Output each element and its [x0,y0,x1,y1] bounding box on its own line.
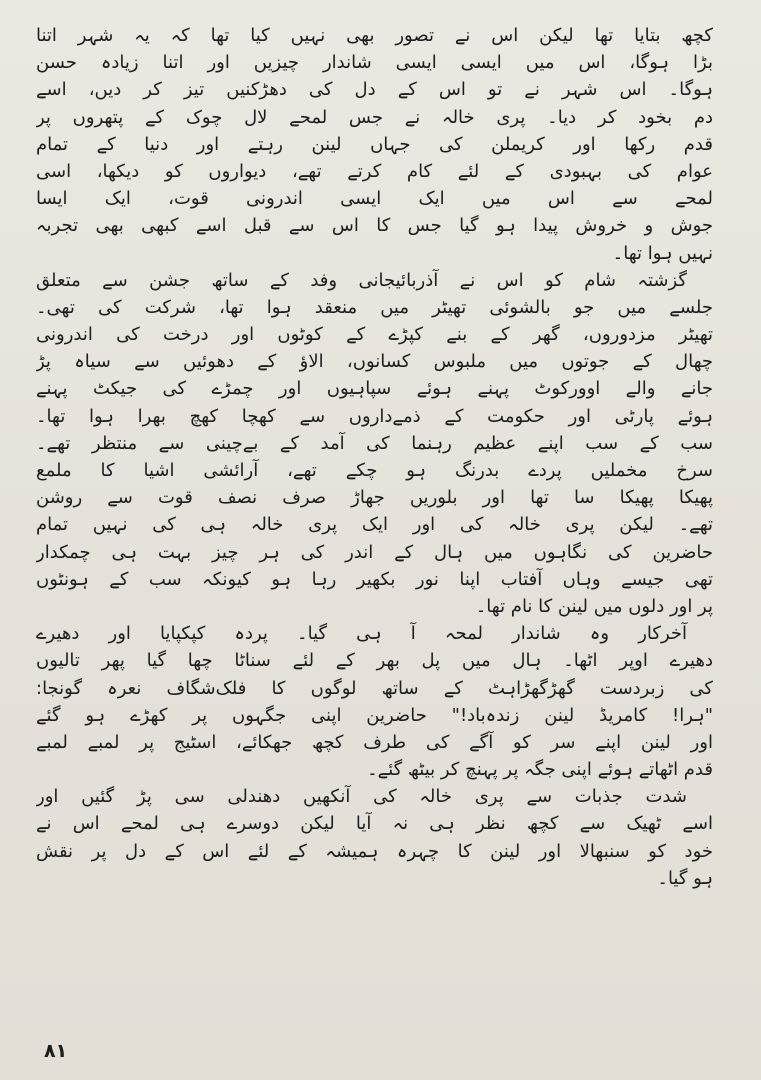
text-line: شدت جذبات سے پری خالہ کی آنکھیں دھندلی سی پڑ گئیں اور [36,786,687,808]
text-line: ہو گیا۔ [657,867,713,889]
text-line: قدم رکھا اور کریملن کی جہاں لینن رہتے اور دنیا کے تمام [36,133,713,155]
body-text [36,22,713,892]
text-line: تھے۔ لیکن پری خالہ کی اور ایک پری خالہ ہی کی نہیں تمام [36,514,713,536]
text-line: دھیرے اوپر اٹھا۔ ہال میں پل بھر کے لئے سناٹا چھا گیا پھر تالیوں [36,650,713,672]
text-line: لمحے سے اس میں ایک ایسی اندرونی قوت، ایک ایسا [36,188,713,210]
text-line: "ہرا! کامریڈ لینن زندہ‌باد!" حاضرین اپنی جگہوں پر کھڑے ہو گئے [36,704,713,726]
paragraph-1 [36,22,713,267]
text-line: حاضرین کی نگاہوں میں ہال کے اندر کی ہر چیز بہت ہی چمکدار [36,541,713,563]
text-line: اسے ٹھیک سے کچھ نظر ہی نہ آیا لیکن دوسرے ہی لمحے اس نے [36,813,713,835]
text-line: جوش و خروش پیدا ہو گیا جس کا اس سے قبل اسے کبھی بھی تجربہ [36,215,713,237]
page-number: ٨١ [44,1040,68,1062]
paragraph-4 [36,783,713,892]
text-line: جلسے میں جو بالشوئی تھیٹر میں منعقد ہوا تھا، شرکت کی تھی۔ [36,296,713,318]
text-line: اور لینن اپنے سر کو آگے کی طرف کچھ جھکائے، اسٹیج پر لمبے لمبے [36,731,713,753]
text-line: جانے والے اوورکوٹ پہنے ہوئے سپاہیوں اور چمڑے کی جیکٹ پہنے [36,378,713,400]
text-line: چھال کے جوتوں میں ملبوس کسانوں، الاؤ کے دھوئیں سے سیاہ پڑ [36,351,713,373]
text-line: کی زبردست گھڑگھڑاہٹ کے ساتھ لوگوں کا فلک‌شگاف نعرہ گونجا: [36,677,713,699]
text-line: کچھ بتایا تھا لیکن اس نے تصور بھی نہیں کیا تھا کہ یہ شہر اتنا [36,25,713,46]
text-line: بڑا ہوگا، اس میں ایسی ایسی شاندار چیزیں اور اتنا زیادہ حسن [36,52,713,74]
text-line: ہوئے پارٹی اور حکومت کے ذمےداروں سے کھچا کھچ بھرا ہوا تھا۔ [36,405,713,427]
paragraph-2 [36,267,713,620]
text-line: تھی جیسے وہاں آفتاب اپنا نور بکھیر رہا ہو کیونکہ سب کے ہونٹوں [36,568,713,590]
text-line: آخرکار وہ شاندار لمحہ آ ہی گیا۔ پردہ کپکپایا اور دھیرے [36,623,687,645]
text-line: پر اور دلوں میں لینن کا نام تھا۔ [475,595,713,617]
text-line: سب کے سب اپنے عظیم رہنما کی آمد کے بےچینی سے منتظر تھے۔ [36,432,713,454]
text-line: گزشتہ شام کو اس نے آذربائیجانی وفد کے ساتھ جشن سے متعلق [36,269,687,291]
text-line: نہیں ہوا تھا۔ [612,242,713,264]
text-line: پھیکا پھیکا سا تھا اور بلوریں جھاڑ صرف نصف قوت سے روشن [36,487,713,509]
text-line: قدم اٹھاتے ہوئے اپنی جگہ پر پہنچ کر بیٹھ گئے۔ [367,759,713,781]
text-line: خود کو سنبھالا اور لینن کا چہرہ ہمیشہ کے لئے اس کے دل پر نقش [36,840,713,862]
text-line: دم بخود کر دیا۔ پری خالہ نے جس لمحے لال چوک کے پتھروں پر [36,106,713,128]
paragraph-3 [36,620,713,783]
text-line: سرخ مخملیں پردے بدرنگ ہو چکے تھے، آرائشی اشیا کا ملمع [36,460,713,481]
text-line: ہوگا۔ اس شہر نے تو اس کے دل کی دھڑکنیں تیز کر دیں، اسے [36,79,713,101]
text-line: تھیٹر مزدوروں، گھر کے بنے کپڑے کے کوٹوں اور درخت کی اندرونی [36,324,713,346]
text-line: عوام کی بہبودی کے لئے کام کرتے تھے، دیواروں کو دیکھا، اسی [36,160,713,182]
